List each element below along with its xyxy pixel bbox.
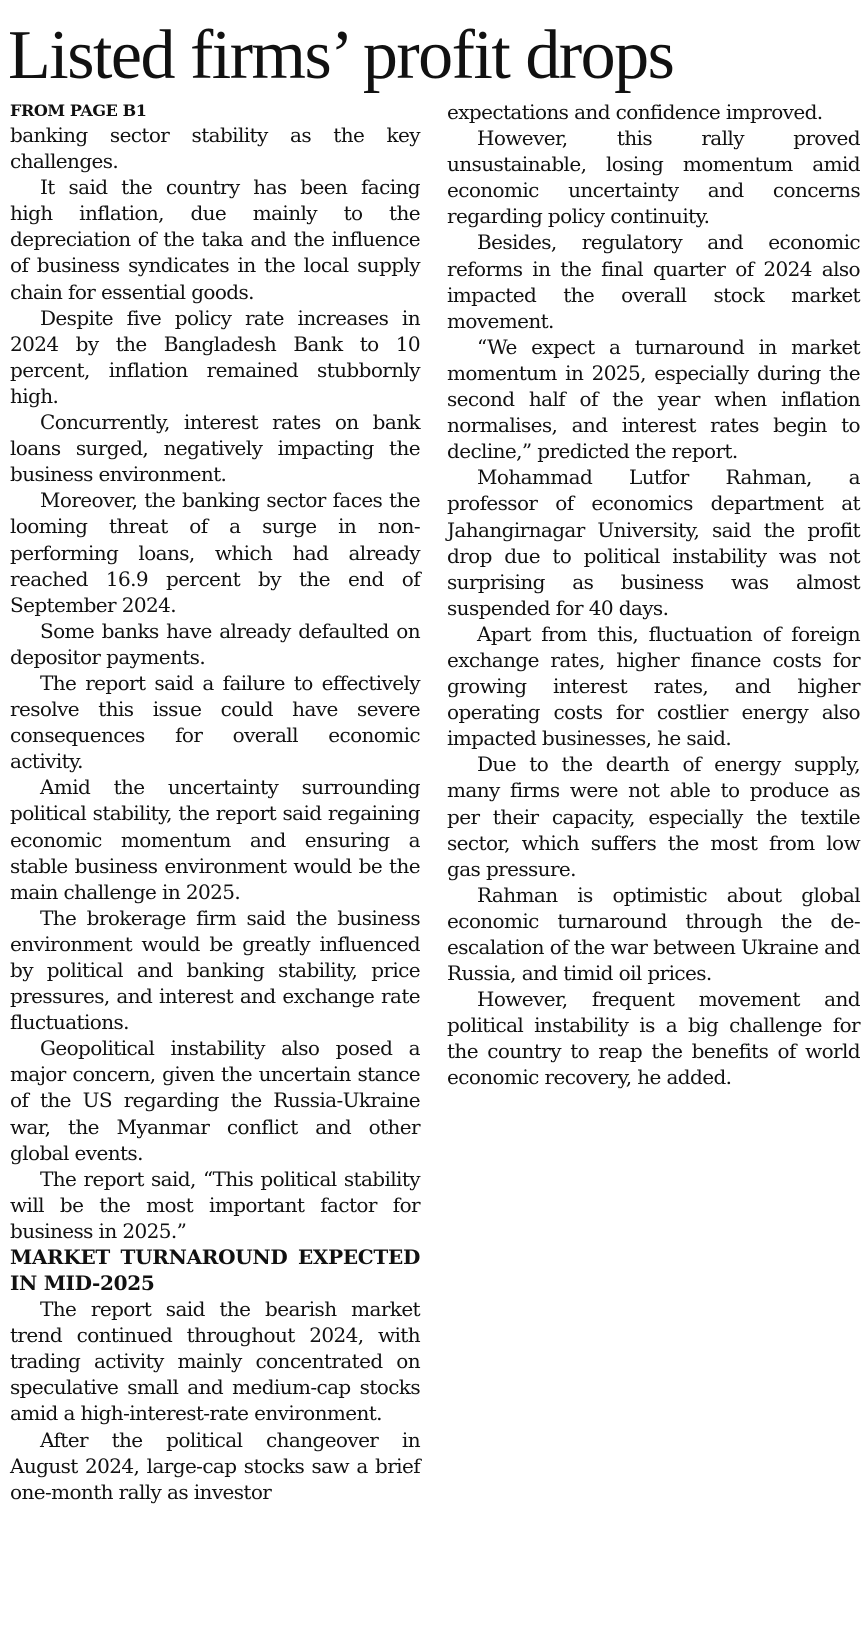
section-subhead: MARKET TURNAROUND EXPECTED IN MID-2025 xyxy=(10,1245,420,1296)
article-paragraph: Concurrently, interest rates on bank loans surged, negatively impacting the business environment. xyxy=(10,410,420,487)
article-paragraph: Rahman is optimistic about global economic turnaround through the de-escalation of the war between Ukraine and Russia, and timid oil prices. xyxy=(447,882,860,986)
article-paragraph: The report said a failure to effectively resolve this issue could have severe consequences for overall economic activity. xyxy=(10,670,420,774)
article-paragraph: However, this rally proved unsustainable, losing momentum amid economic uncertainty and concerns regarding policy continuity. xyxy=(447,126,860,229)
article-paragraph: Mohammad Lutfor Rahman, a professor of economics department at Jahangirnagar University, said the profit drop due to political instability was not surprising as business was almost suspended for 40 days. xyxy=(447,465,860,620)
article-paragraph: However, frequent movement and political instability is a big challenge for the country to reap the benefits of world economic recovery, he added. xyxy=(447,987,860,1090)
article-paragraph: The report said the bearish market trend continued throughout 2024, with trading activity mainly concentrated on speculative small and medium-cap stocks amid a high-interest-rate environment. xyxy=(10,1297,420,1426)
continuation-kicker: FROM PAGE B1 xyxy=(10,101,147,120)
article-paragraph: The brokerage firm said the business environment would be greatly influenced by political and banking stability, price pressures, and interest and exchange rate fluctuations. xyxy=(10,905,420,1035)
article-paragraph: Amid the uncertainty surrounding political stability, the report said regaining economic momentum and ensuring a stable business environment would be the main challenge in 2025. xyxy=(10,775,420,904)
headline: Listed firms’ profit drops xyxy=(8,17,674,94)
article-paragraph: “We expect a turnaround in market momentum in 2025, especially during the second half of the year when inflation normalises, and interest rates begin to decline,” predicted the report. xyxy=(447,334,860,464)
article-paragraph: Despite five policy rate increases in 2024 by the Bangladesh Bank to 10 percent, inflation remained stubbornly high. xyxy=(10,305,420,408)
article-paragraph: Moreover, the banking sector faces the looming threat of a surge in non-performing loans, which had already reached 16.9 percent by the end of September 2024. xyxy=(10,488,420,617)
article-paragraph: expectations and confidence improved. xyxy=(447,100,823,124)
article-paragraph: Apart from this, fluctuation of foreign exchange rates, higher finance costs for growing interest rates, and higher operating costs for costlier energy also impacted businesses, he said. xyxy=(447,621,860,751)
article-column-left xyxy=(10,100,420,1505)
article-paragraph: Besides, regulatory and economic reforms in the final quarter of 2024 also impacted the overall stock market movement. xyxy=(447,230,860,333)
article-column-right xyxy=(447,99,860,1091)
article-paragraph: It said the country has been facing high inflation, due mainly to the depreciation of the taka and the influence of business syndicates in the local supply chain for essential goods. xyxy=(10,175,420,304)
article-paragraph: Geopolitical instability also posed a major concern, given the uncertain stance of the US regarding the Russia-Ukraine war, the Myanmar conflict and other global events. xyxy=(10,1036,420,1165)
article-paragraph: The report said, “This political stability will be the most important factor for business in 2025.” xyxy=(10,1166,420,1243)
article-paragraph: Some banks have already defaulted on depositor payments. xyxy=(10,618,420,669)
article-paragraph: Due to the dearth of energy supply, many firms were not able to produce as per their capacity, especially the textile sector, which suffers the most from low gas pressure. xyxy=(447,752,860,881)
article-paragraph: banking sector stability as the key challenges. xyxy=(10,123,420,174)
article-paragraph: After the political changeover in August 2024, large-cap stocks saw a brief one-month rally as investor xyxy=(10,1427,420,1504)
